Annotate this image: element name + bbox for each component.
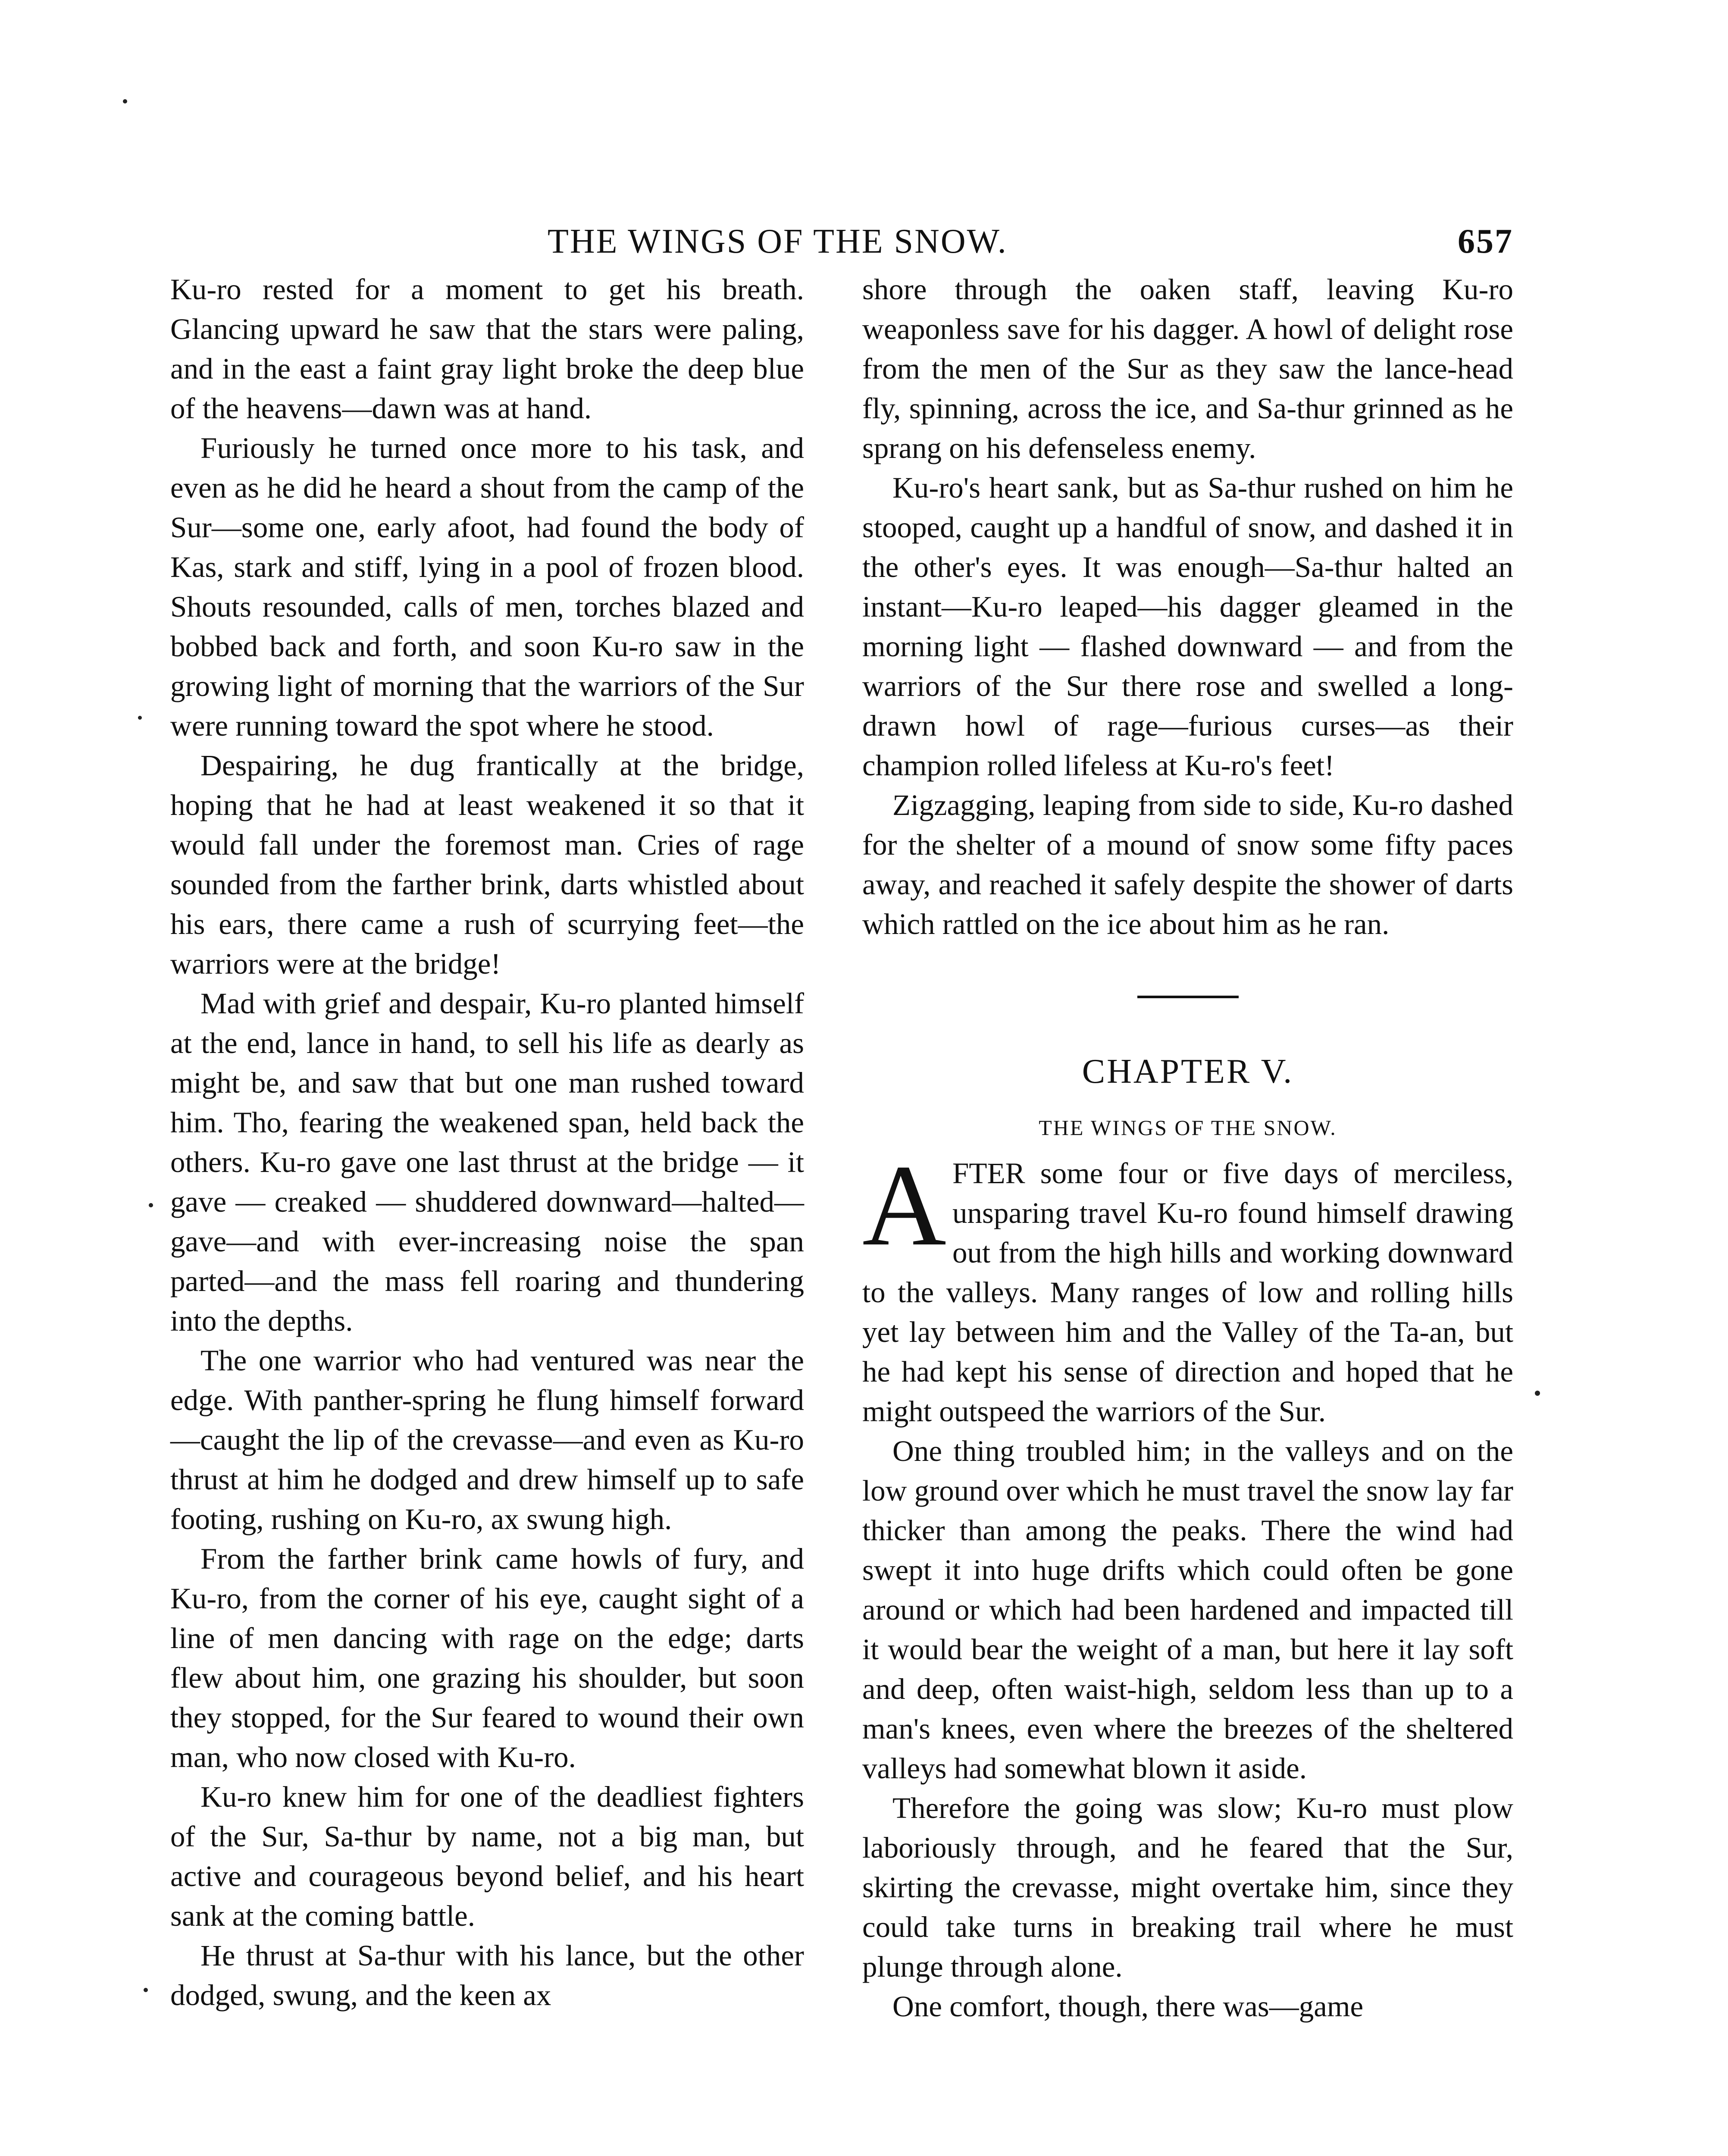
paragraph: Ku-ro knew him for one of the deadliest fighters of the Sur, Sa-thur by name, not a big man, but active and courageous beyond belief, and his heart sank at the coming battle.	[170, 1780, 804, 1932]
print-speck	[144, 1988, 148, 1992]
section-divider	[1137, 996, 1239, 998]
running-title: THE WINGS OF THE SNOW.	[548, 222, 1008, 260]
drop-cap: A	[862, 1141, 946, 1270]
chapter-subtitle: THE WINGS OF THE SNOW.	[1039, 1116, 1337, 1140]
print-speck	[1535, 1391, 1540, 1396]
paragraph: One comfort, though, there was—game	[892, 1990, 1364, 2023]
paragraph: Mad with grief and despair, Ku-ro planted himself at the end, lance in hand, to sell his life as dearly as might be, and saw that but one man rushed toward him. Tho, fearing the weakened span, held back the others. Ku-ro gave one last thrust at the bridge — it gave — creaked — shuddered downward—halted—gave—and with ever-increasing noise the span parted—and the mass fell roaring and thundering into the depths.	[170, 987, 804, 1337]
paragraph: From the farther brink came howls of fury, and Ku-ro, from the corner of his eye, caught sight of a line of men dancing with rage on the edge; darts flew about him, one grazing his shoulder, but soon they stopped, for the Sur feared to wound their own man, who now closed with Ku-ro.	[170, 1542, 804, 1774]
paragraph: shore through the oaken staff, leaving Ku-ro weaponless save for his dagger. A howl of delight rose from the men of the Sur as they saw the lance-head fly, spinning, across the ice, and Sa-thur grinned as he sprang on his defenseless enemy.	[862, 273, 1513, 464]
paragraph: The one warrior who had ventured was near the edge. With panther-spring he flung himself forward—caught the lip of the crevasse—and even as Ku-ro thrust at him he dodged and drew himself up to safe footing, rushing on Ku-ro, ax swung high.	[170, 1344, 804, 1536]
paragraph: Zigzagging, leaping from side to side, Ku-ro dashed for the shelter of a mound of snow some fifty paces away, and reached it safely despite the shower of darts which rattled on the ice about him as he ran.	[862, 789, 1513, 940]
right-column	[862, 270, 1513, 2026]
page-number: 657	[1458, 222, 1513, 260]
chapter-opening-paragraph	[862, 1141, 1513, 1431]
print-speck	[123, 99, 127, 103]
opening-text: FTER some four or five days of merciless, unsparing travel Ku-ro found himself drawing out from the high hills and working downward to the valleys. Many ranges of low and rolling hills yet lay between him and the Valley of the Ta-an, but he had kept his sense of direction and hoped that he might outspeed the warriors of the Sur.	[862, 1157, 1513, 1428]
paragraph: Therefore the going was slow; Ku-ro must plow laboriously through, and he feared that the Sur, skirting the crevasse, might overtake him, since they could take turns in breaking trail where he must plunge through alone.	[862, 1792, 1513, 1983]
paragraph: Ku-ro rested for a moment to get his breath. Glancing upward he saw that the stars were paling, and in the east a faint gray light broke the deep blue of the heavens—dawn was at hand.	[170, 273, 804, 425]
paragraph: Ku-ro's heart sank, but as Sa-thur rushed on him he stooped, caught up a handful of snow, and dashed it in the other's eyes. It was enough—Sa-thur halted an instant—Ku-ro leaped—his dagger gleamed in the morning light — flashed downward — and from the warriors of the Sur there rose and swelled a long-drawn howl of rage—furious curses—as their champion rolled lifeless at Ku-ro's feet!	[862, 471, 1513, 782]
paragraph: One thing troubled him; in the valleys and on the low ground over which he must travel the snow lay far thicker than among the peaks. There the wind had swept it into huge drifts which could often be gone around or which had been hardened and impacted till it would bear the weight of a man, but here it lay soft and deep, often waist-high, seldom less than up to a man's knees, even where the breezes of the sheltered valleys had somewhat blown it aside.	[862, 1435, 1513, 1785]
left-column	[170, 270, 804, 2015]
running-head	[548, 218, 1513, 265]
paragraph: Furiously he turned once more to his task, and even as he did he heard a shout from the camp of the Sur—some one, early afoot, had found the body of Kas, stark and stiff, lying in a pool of frozen blood. Shouts resounded, calls of men, torches blazed and bobbed back and forth, and soon Ku-ro saw in the growing light of morning that the warriors of the Sur were running toward the spot where he stood.	[170, 432, 804, 742]
print-speck	[149, 1203, 153, 1207]
print-speck	[138, 716, 142, 720]
chapter-heading: CHAPTER V.	[1082, 1053, 1294, 1091]
paragraph: He thrust at Sa-thur with his lance, but the other dodged, swung, and the keen ax	[170, 1939, 804, 2012]
paragraph: Despairing, he dug frantically at the bridge, hoping that he had at least weakened it so that it would fall under the foremost man. Cries of rage sounded from the farther brink, darts whistled about his ears, there came a rush of scurrying feet—the warriors were at the bridge!	[170, 749, 804, 980]
